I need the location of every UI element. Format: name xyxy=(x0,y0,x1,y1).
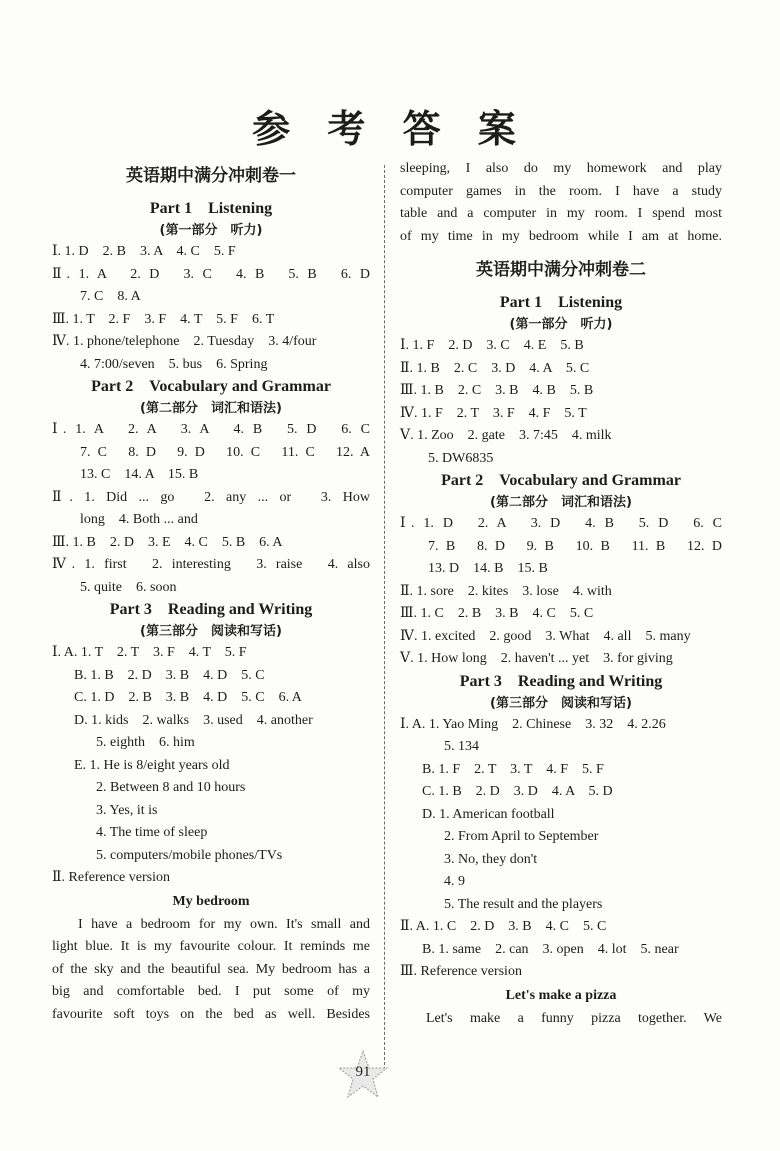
page-title: 参 考 答 案 xyxy=(252,106,528,151)
answer-line: Ⅳ. 1. excited 2. good 3. What 4. all 5. many xyxy=(400,628,691,644)
answer-line: 3. Yes, it is xyxy=(96,802,158,818)
answer-line: 5. quite 6. soon xyxy=(80,579,177,595)
answer-line: Ⅰ. A. 1. Yao Ming 2. Chinese 3. 32 4. 2.26 xyxy=(400,716,666,732)
part-title: Part 3 Reading and Writing xyxy=(109,601,313,618)
answer-line: Ⅲ. Reference version xyxy=(400,964,522,979)
answer-line: 4. 7:00/seven 5. bus 6. Spring xyxy=(80,356,268,372)
answer-line: Ⅳ. 1. first 2. interesting 3. raise 4. also xyxy=(52,557,370,572)
answer-line: C. 1. B 2. D 3. D 4. A 5. D xyxy=(422,784,613,799)
answer-line: D. 1. American football xyxy=(422,806,555,822)
answer-line: 5. computers/mobile phones/TVs xyxy=(96,847,283,863)
answer-line: Ⅰ. A. 1. T 2. T 3. F 4. T 5. F xyxy=(52,645,247,660)
answer-line: Ⅱ. 1. B 2. C 3. D 4. A 5. C xyxy=(400,360,590,376)
answer-line: C. 1. D 2. B 3. B 4. D 5. C 6. A xyxy=(74,690,302,705)
page-number-badge xyxy=(335,1048,391,1104)
essay-line: big and comfortable bed. I put some of my xyxy=(52,984,370,999)
answer-line: Ⅳ. 1. phone/telephone 2. Tuesday 3. 4/four xyxy=(52,334,317,349)
essay-line: computer games in the room. I have a study xyxy=(400,183,722,199)
answer-line: 13. C 14. A 15. B xyxy=(80,467,199,482)
part-title: Part 1 Listening xyxy=(499,294,623,311)
essay-line: light blue. It is my favourite colour. It reminds me xyxy=(52,939,370,954)
part-subtitle: (第一部分 听力) xyxy=(159,223,263,238)
essay-line: table and a computer in my room. I spend most xyxy=(400,206,722,221)
part-subtitle: (第二部分 词汇和语法) xyxy=(490,495,632,510)
answer-line: Ⅳ. 1. F 2. T 3. F 4. F 5. T xyxy=(400,405,587,421)
answer-line: B. 1. same 2. can 3. open 4. lot 5. near xyxy=(422,941,679,957)
answer-line: Ⅱ. 1. sore 2. kites 3. lose 4. with xyxy=(400,583,612,599)
answer-line: 7. B 8. D 9. B 10. B 11. B 12. D xyxy=(428,538,722,554)
answer-line: Ⅴ. 1. Zoo 2. gate 3. 7:45 4. milk xyxy=(400,428,612,443)
part-title: Part 2 Vocabulary and Grammar xyxy=(91,378,331,395)
answer-line: 4. 9 xyxy=(444,874,465,889)
answer-line: 5. 134 xyxy=(444,739,479,754)
part-subtitle: (第二部分 词汇和语法) xyxy=(140,401,282,416)
essay-title: My bedroom xyxy=(172,893,250,909)
answer-line: Ⅴ. 1. How long 2. haven't ... yet 3. for giving xyxy=(400,651,673,666)
answer-line: Ⅱ. Reference version xyxy=(52,870,170,885)
essay-line: I have a bedroom for my own. It's small and xyxy=(78,916,370,932)
answer-line: Ⅱ. A. 1. C 2. D 3. B 4. C 5. C xyxy=(400,919,607,934)
answer-line: Ⅲ. 1. T 2. F 3. F 4. T 5. F 6. T xyxy=(52,311,275,327)
essay-line: Let's make a funny pizza together. We xyxy=(426,1010,722,1026)
answer-line: B. 1. F 2. T 3. T 4. F 5. F xyxy=(422,761,604,777)
answer-line: Ⅰ. 1. D 2. B 3. A 4. C 5. F xyxy=(52,244,236,259)
answer-line: B. 1. B 2. D 3. B 4. D 5. C xyxy=(74,667,265,683)
answer-line: Ⅱ. 1. A 2. D 3. C 4. B 5. B 6. D xyxy=(52,266,370,282)
essay-line: favourite soft toys on the bed as well. Besides xyxy=(52,1006,370,1022)
part-title: Part 2 Vocabulary and Grammar xyxy=(441,472,681,489)
left-column xyxy=(52,158,370,1026)
answer-line: 2. From April to September xyxy=(444,829,599,844)
section-title: 英语期中满分冲刺卷一 xyxy=(126,166,296,186)
part-title: Part 3 Reading and Writing xyxy=(459,672,663,690)
answer-line: 5. eighth 6. him xyxy=(96,735,195,750)
page-number: 91 xyxy=(355,1064,371,1080)
answer-line: Ⅰ. 1. D 2. A 3. D 4. B 5. D 6. C xyxy=(400,516,722,531)
essay-title: Let's make a pizza xyxy=(505,987,617,1003)
answer-line: 5. DW6835 xyxy=(428,450,494,466)
answer-line: 7. C 8. D 9. D 10. C 11. C 12. A xyxy=(80,444,370,460)
answer-line: Ⅱ. 1. Did ... go 2. any ... or 3. How xyxy=(52,489,370,505)
answer-line: D. 1. kids 2. walks 3. used 4. another xyxy=(74,712,313,728)
answer-line: E. 1. He is 8/eight years old xyxy=(74,757,230,773)
answer-line: Ⅲ. 1. B 2. C 3. B 4. B 5. B xyxy=(400,383,594,398)
answer-line: long 4. Both ... and xyxy=(80,512,198,527)
part-subtitle: (第三部分 阅读和写话) xyxy=(140,624,282,639)
part-subtitle: (第三部分 阅读和写话) xyxy=(490,695,632,711)
section-title: 英语期中满分冲刺卷二 xyxy=(476,260,646,280)
answer-line: 2. Between 8 and 10 hours xyxy=(96,780,246,795)
answer-line: Ⅰ. 1. A 2. A 3. A 4. B 5. D 6. C xyxy=(52,422,370,437)
part-subtitle: (第一部分 听力) xyxy=(509,317,613,332)
answer-line: Ⅲ. 1. B 2. D 3. E 4. C 5. B 6. A xyxy=(52,534,283,550)
part-title: Part 1 Listening xyxy=(149,200,273,217)
answer-line: 7. C 8. A xyxy=(80,289,141,304)
answer-line: 13. D 14. B 15. B xyxy=(428,561,548,576)
answer-line: 4. The time of sleep xyxy=(96,825,208,840)
essay-line: sleeping, I also do my homework and play xyxy=(400,161,722,176)
answer-line: Ⅰ. 1. F 2. D 3. C 4. E 5. B xyxy=(400,338,584,353)
right-column xyxy=(400,158,722,1030)
essay-line: of the sky and the beautiful sea. My bedroom has a xyxy=(52,961,370,977)
answer-line: Ⅲ. 1. C 2. B 3. B 4. C 5. C xyxy=(400,606,594,621)
column-divider xyxy=(384,165,385,1070)
answer-line: 3. No, they don't xyxy=(444,851,538,867)
answer-line: 5. The result and the players xyxy=(444,896,603,912)
essay-line: of my time in my bedroom while I am at home. xyxy=(400,228,722,244)
